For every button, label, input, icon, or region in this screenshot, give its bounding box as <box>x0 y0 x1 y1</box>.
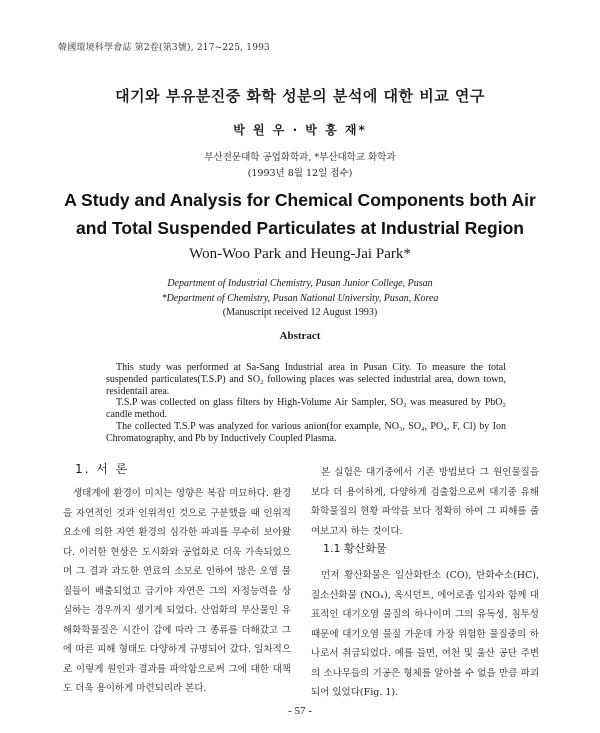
introduction-paragraph: 생태계에 환경이 미치는 영향은 복잡 미묘하다. 환경을 자연적인 것과 인위적인 것으로 구분했을 때 인위적 요소에 의한 자연 환경의 심각한 파괴를 무수히 보아왔다. 이러한 현상은 도시화와 공업화로 더욱 가속되었으며 그 결과 과도한 연료의 소모로 인하여 많은 오염 물질들이 배출되었고 급기야 자연은 그의 자정능력을 상실하는 경우까지 생기게 되었다. 산업화의 부산물인 유해화학물질은 시간이 갑에 따라 그 종류를 더해갔고 그에 따른 피해 형태도 다양하게 규명되어 갔다. 일차적으로 이렇게 원인과 결과를 파악함으로써 그에 대한 대책도 더욱 용이하게 마련되리라 본다. <box>63 488 291 694</box>
english-authors: Won-Woo Park and Heung-Jai Park* <box>189 246 411 262</box>
journal-citation: 韓國環境科學會誌 第2卷(第3號), 217~225, 1993 <box>58 43 270 53</box>
abstract-body <box>106 362 506 445</box>
abstract-paragraph-3: The collected T.S.P was analyzed for various anion(for example, NO₃, SO₄, PO₄, F, Cl) by Ion Chromatography, and Pb by Inductively Coupled Plasma. <box>106 420 506 444</box>
page-number: - 57 - <box>288 705 312 717</box>
english-title-line-2: and Total Suspended Particulates at Industrial Region <box>76 218 524 238</box>
korean-affiliation: 부산전문대학 공업화학과, *부산대학교 화학과 <box>204 152 396 163</box>
korean-title: 대기와 부유분진중 화학 성분의 분석에 대한 비교 연구 <box>115 87 485 105</box>
section-1-1-heading: 1.1 황산화물 <box>323 542 387 555</box>
abstract-heading: Abstract <box>279 330 321 342</box>
affiliation-1: Department of Industrial Chemistry, Pusan Junior College, Pusan <box>167 278 433 289</box>
left-column <box>63 484 291 699</box>
english-title-line-1: A Study and Analysis for Chemical Components both Air <box>64 190 536 210</box>
right-column-section-1-1 <box>311 566 539 703</box>
affiliation-2: *Department of Chemistry, Pusan National University, Pusan, Korea <box>161 292 439 304</box>
korean-received-date: (1993년 8월 12일 접수) <box>247 168 353 179</box>
korean-affiliation-block <box>0 150 600 182</box>
experiment-purpose-paragraph: 본 실험은 대기중에서 기존 방법보다 그 원인물질을 보다 더 용이하게, 다양하게 검출함으로써 대기중 유해 화학물질의 현황 파악을 보다 정확히 하여 그 피해를 줄여보고자 하는 것이다. <box>311 467 539 537</box>
manuscript-received: (Manuscript received 12 August 1993) <box>222 307 378 318</box>
abstract-paragraph-2: T.S.P was collected on glass filters by High-Volume Air Sampler, SO₂ was measured by PbO₂ candle method. <box>106 397 506 421</box>
english-affiliations <box>0 277 600 321</box>
abstract-paragraph-1: This study was performed at Sa-Sang Industrial area in Pusan City. To measure the total suspended particulates(T.S.P) and SO₂ following places was selected industrial area, down town, residentail area. <box>106 362 506 397</box>
section-1-heading: 1. 서 론 <box>75 462 130 476</box>
right-column-intro <box>311 463 539 541</box>
sulfur-oxides-paragraph: 먼저 황산화물은 일산화탄소 (CO), 탄화수소(HC), 질소산화물 (NOₓ), 옥시던트, 에어로졸 입자와 함께 대표적인 대기오염 물질의 하나이며 그의 유독성, 침투성 때문에 대기오염 물질 가운데 가장 위험한 물질중의 하나로서 취급되었다. 예를 들면, 여천 및 울산 공단 주변의 소나무들의 기공은 형체를 알아볼 수 없을 만큼 파괴되어 있었다(Fig. 1). <box>311 570 539 698</box>
korean-authors: 박 원 우 · 박 홍 재* <box>233 123 367 137</box>
english-title <box>0 186 600 242</box>
